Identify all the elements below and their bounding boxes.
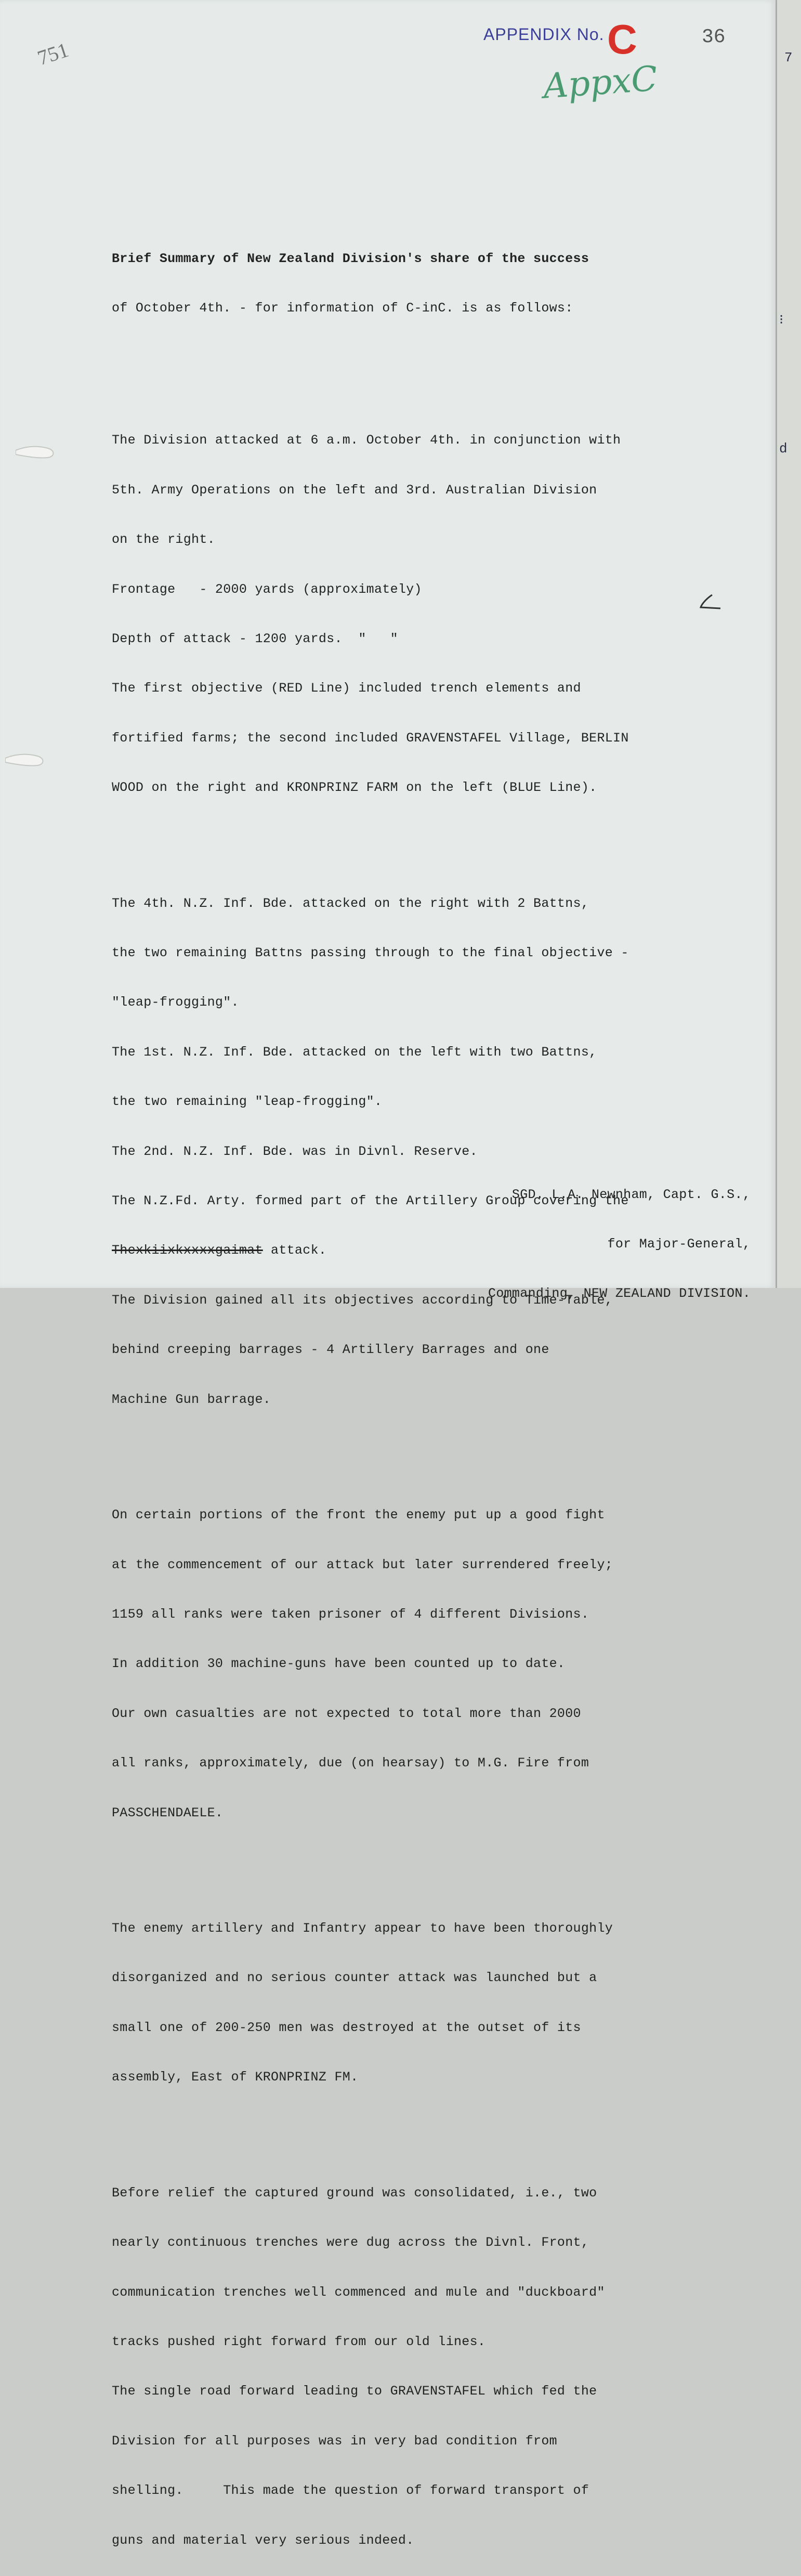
body-line: on the right. (112, 532, 215, 548)
body-line: Frontage - 2000 yards (approximately) (112, 581, 422, 597)
appendix-letter: C (607, 16, 637, 62)
signature-line: SGD. L.A. Newnham, Capt. G.S., (511, 1187, 751, 1202)
body-line: fortified farms; the second included GRAVENSTAFEL Village, BERLIN (112, 730, 629, 746)
body-line: PASSCHENDAELE. (112, 1805, 224, 1820)
appendix-label: APPENDIX No. (483, 25, 605, 44)
check-mark-icon (697, 593, 723, 610)
body-line: Before relief the captured ground was consolidated, i.e., two (112, 2185, 597, 2201)
punch-hole-mark (5, 749, 47, 770)
body-line: Machine Gun barrage. (112, 1391, 271, 1407)
page-number: 36 (702, 26, 726, 48)
body-line: The 1st. N.Z. Inf. Bde. attacked on the left with two Battns, (112, 1044, 597, 1060)
edge-mark: 7 (784, 50, 793, 66)
punch-hole-mark (16, 441, 57, 462)
signature-line: Commanding, NEW ZEALAND DIVISION. (488, 1286, 751, 1302)
body-line: The enemy artillery and Infantry appear to have been thoroughly (112, 1921, 613, 1936)
signature-line: for Major-General, (607, 1236, 751, 1252)
body-line: The 2nd. N.Z. Inf. Bde. was in Divnl. Reserve. (112, 1143, 478, 1159)
body-line: assembly, East of KRONPRINZ FM. (112, 2070, 359, 2085)
body-line: Depth of attack - 1200 yards. " " (112, 631, 398, 646)
body-line: shelling. This made the question of forward transport of (112, 2483, 589, 2499)
signature-block (488, 1153, 751, 1335)
body-line: The N.Z.Fd. Arty. formed part of the Artillery Group covering the (112, 1193, 629, 1209)
body-line: Our own casualties are not expected to total more than 2000 (112, 1706, 581, 1721)
struck-line-tail: attack. (262, 1243, 327, 1258)
body-line: nearly continuous trenches were dug across the Divnl. Front, (112, 2235, 589, 2250)
body-line: the two remaining "leap-frogging". (112, 1094, 383, 1110)
body-line: tracks pushed right forward from our old lines. (112, 2334, 486, 2349)
body-line: On certain portions of the front the enemy put up a good fight (112, 1507, 605, 1523)
body-line: WOOD on the right and KRONPRINZ FARM on the left (BLUE Line). (112, 780, 597, 796)
body-line: small one of 200-250 men was destroyed at the outset of its (112, 2020, 581, 2035)
body-line: at the commencement of our attack but later surrendered freely; (112, 1557, 613, 1572)
body-line: all ranks, approximately, due (on hearsay) to M.G. Fire from (112, 1755, 589, 1771)
struck-text: Thexkiixkxxxxgaimat (112, 1243, 263, 1258)
summary-body (112, 217, 751, 2576)
body-line: The Division gained all its objectives according to Time-Table, (112, 1292, 613, 1308)
body-line: "leap-frogging". (112, 995, 239, 1010)
body-line: The single road forward leading to GRAVENSTAFEL which fed the (112, 2384, 597, 2399)
folio-number: 751 (34, 37, 72, 70)
handwritten-note: AppxC (542, 58, 659, 107)
heading-line: Brief Summary of New Zealand Division's share of the success (112, 251, 589, 266)
binding-edge (776, 0, 801, 1288)
edge-mark: ⁝ (779, 313, 784, 328)
body-line: disorganized and no serious counter attack was launched but a (112, 1970, 597, 1986)
body-line: The first objective (RED Line) included trench elements and (112, 681, 581, 696)
body-line: 1159 all ranks were taken prisoner of 4 different Divisions. (112, 1606, 589, 1622)
body-line: 5th. Army Operations on the left and 3rd. Australian Division (112, 482, 597, 498)
body-line: behind creeping barrages - 4 Artillery Barrages and one (112, 1342, 549, 1358)
body-line: The Division attacked at 6 a.m. October 4th. in conjunction with (112, 433, 621, 448)
body-line: guns and material very serious indeed. (112, 2532, 414, 2548)
edge-mark: d (779, 441, 787, 457)
body-line: The 4th. N.Z. Inf. Bde. attacked on the right with 2 Battns, (112, 895, 589, 911)
body-line: communication trenches well commenced and mule and "duckboard" (112, 2284, 605, 2300)
body-line: the two remaining Battns passing through to the final objective - (112, 945, 629, 961)
body-line: Division for all purposes was in very bad condition from (112, 2433, 557, 2449)
body-line: In addition 30 machine-guns have been counted up to date. (112, 1656, 566, 1672)
heading-line: of October 4th. - for information of C-inC. is as follows: (112, 300, 573, 316)
